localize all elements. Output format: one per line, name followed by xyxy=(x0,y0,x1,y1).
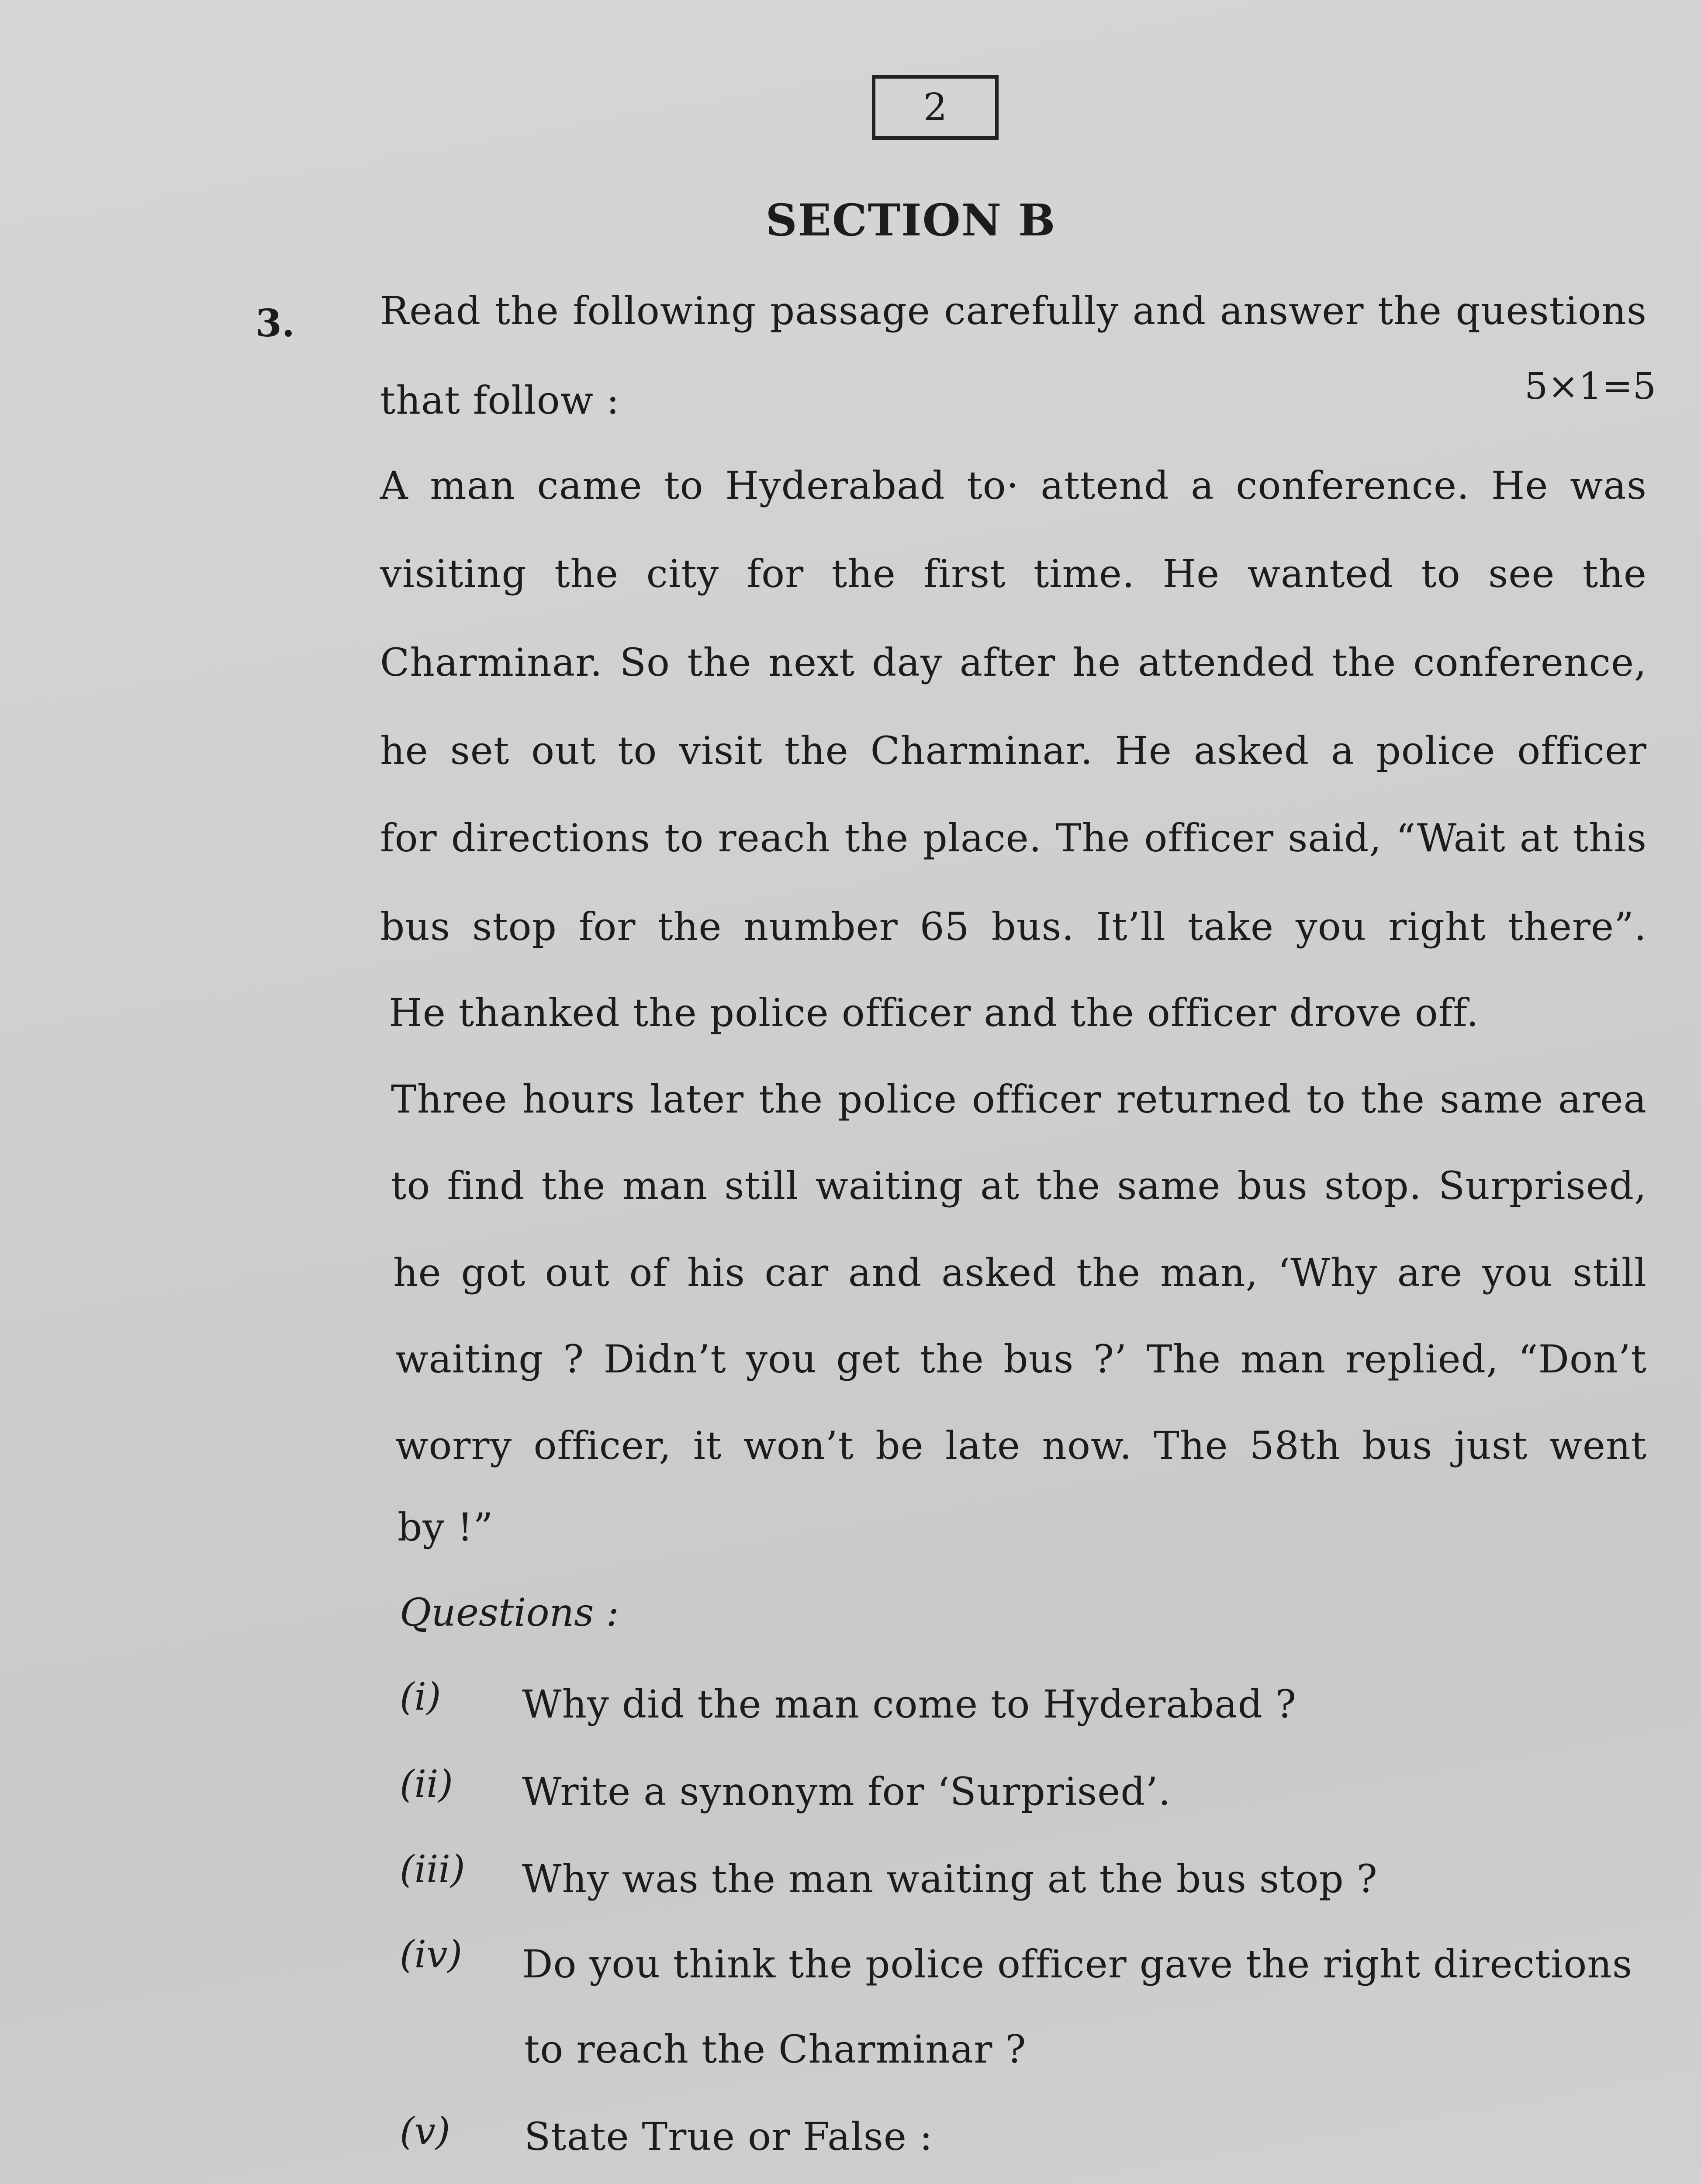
page-number: 2 xyxy=(923,86,947,129)
sub-question-text: Why did the man come to Hyderabad ? xyxy=(522,1682,1296,1727)
passage-line: waiting ? Didn’t you get the bus ?’ The man replied, “Don’t xyxy=(395,1337,1647,1382)
passage-line: Charminar. So the next day after he attended the conference, xyxy=(380,640,1647,685)
sub-question-label: (v) xyxy=(400,2110,450,2153)
question-number: 3. xyxy=(256,301,295,346)
passage-line: for directions to reach the place. The officer said, “Wait at this xyxy=(380,816,1647,860)
sub-question-text: State True or False : xyxy=(524,2114,933,2159)
questions-heading: Questions : xyxy=(400,1590,619,1635)
passage-line: worry officer, it won’t be late now. The 58th bus just went xyxy=(395,1423,1647,1468)
passage-line: to find the man still waiting at the same bus stop. Surprised, xyxy=(391,1163,1647,1208)
passage-line: bus stop for the number 65 bus. It’ll take you right there”. xyxy=(380,904,1647,949)
sub-question-label: (ii) xyxy=(400,1762,453,1806)
page-number-box xyxy=(872,75,999,140)
passage-line: A man came to Hyderabad to· attend a conference. He was xyxy=(380,463,1647,508)
sub-question-text: Write a synonym for ‘Surprised’. xyxy=(522,1769,1171,1814)
section-title: SECTION B xyxy=(765,194,1056,246)
sub-question-label: (i) xyxy=(400,1675,441,1719)
sub-question-text: Why was the man waiting at the bus stop ? xyxy=(522,1856,1378,1901)
instruction-line: Read the following passage carefully and answer the questions xyxy=(380,288,1647,333)
sub-question-label: (iv) xyxy=(400,1933,463,1977)
passage-line: visiting the city for the first time. He wanted to see the xyxy=(380,551,1647,596)
passage-line: He thanked the police officer and the officer drove off. xyxy=(389,990,1479,1035)
passage-line: Three hours later the police officer returned to the same area xyxy=(391,1077,1647,1122)
sub-question-text: to reach the Charminar ? xyxy=(524,2027,1027,2072)
passage-line: he set out to visit the Charminar. He asked a police officer xyxy=(380,728,1647,773)
passage-line: by !” xyxy=(398,1505,494,1550)
marks-allocation: 5×1=5 xyxy=(1525,365,1656,408)
passage-line: he got out of his car and asked the man, ‘Why are you still xyxy=(393,1250,1647,1295)
sub-question-label: (iii) xyxy=(400,1848,465,1891)
sub-question-text: Do you think the police officer gave the right directions xyxy=(522,1942,1633,1987)
instruction-line: that follow : xyxy=(380,378,620,423)
